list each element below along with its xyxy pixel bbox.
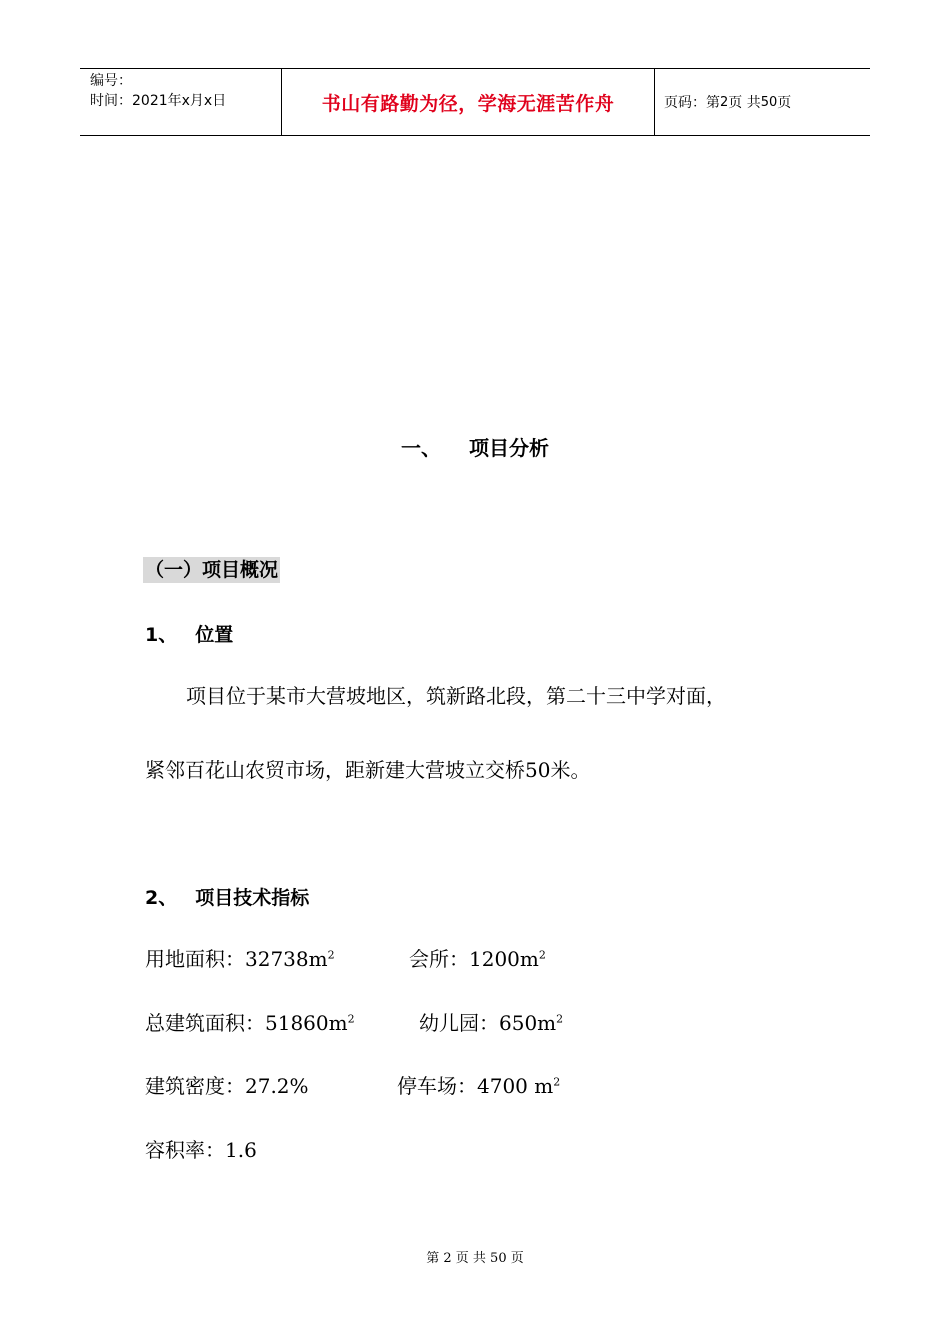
spec-total-area [145, 1010, 355, 1036]
page-current: 2 [720, 94, 729, 110]
header-page-cell [655, 69, 870, 135]
document-number-label: 编号： [90, 73, 132, 89]
spec-parking-text: 停车场：4700 m [397, 1074, 554, 1098]
page-total: 50 [760, 94, 778, 110]
page-mid: 页 共 [728, 95, 761, 111]
superscript: 2 [553, 1075, 561, 1089]
page-header [80, 68, 870, 136]
page-suffix: 页 [777, 95, 792, 111]
location-heading [145, 620, 233, 647]
superscript: 2 [347, 1012, 355, 1026]
superscript: 2 [327, 948, 335, 962]
page-footer: 第 2 页 共 50 页 [426, 1251, 524, 1266]
spec-kindergarten [419, 1010, 563, 1036]
tech-heading [145, 883, 309, 910]
spec-total-area-text: 总建筑面积：51860m [145, 1011, 348, 1035]
header-motto: 书山有路勤为径，学海无涯苦作舟 [321, 92, 615, 115]
spec-land-area-text: 用地面积：32738m [145, 947, 328, 971]
section-title-text: 项目分析 [469, 436, 549, 460]
spec-density-text: 建筑密度：27.2% [145, 1074, 309, 1098]
location-heading-number: 1、 [145, 624, 178, 646]
header-meta-cell [80, 69, 281, 135]
section-title [0, 432, 950, 461]
superscript: 2 [556, 1012, 564, 1026]
spec-clubhouse [409, 946, 546, 972]
spec-land-area [145, 946, 335, 972]
section-number: 一、 [401, 436, 441, 460]
page-prefix: 页码：第 [664, 95, 720, 111]
location-paragraph-line1: 项目位于某市大营坡地区，筑新路北段，第二十三中学对面， [186, 684, 726, 708]
spec-kindergarten-text: 幼儿园：650m [419, 1011, 557, 1035]
tech-heading-number: 2、 [145, 887, 178, 909]
spec-density [145, 1073, 309, 1099]
spec-far-text: 容积率：1.6 [145, 1138, 257, 1162]
location-heading-text: 位置 [195, 624, 234, 646]
spec-parking [397, 1073, 560, 1099]
subsection-title: （一）项目概况 [145, 559, 279, 581]
spec-far [145, 1137, 257, 1163]
location-paragraph-line2: 紧邻百花山农贸市场，距新建大营坡立交桥50米。 [145, 758, 591, 782]
tech-heading-text: 项目技术指标 [195, 887, 310, 909]
header-motto-cell [281, 69, 655, 135]
superscript: 2 [538, 948, 546, 962]
spec-clubhouse-text: 会所：1200m [409, 947, 539, 971]
document-time: 时间：2021年x月x日 [90, 93, 227, 109]
